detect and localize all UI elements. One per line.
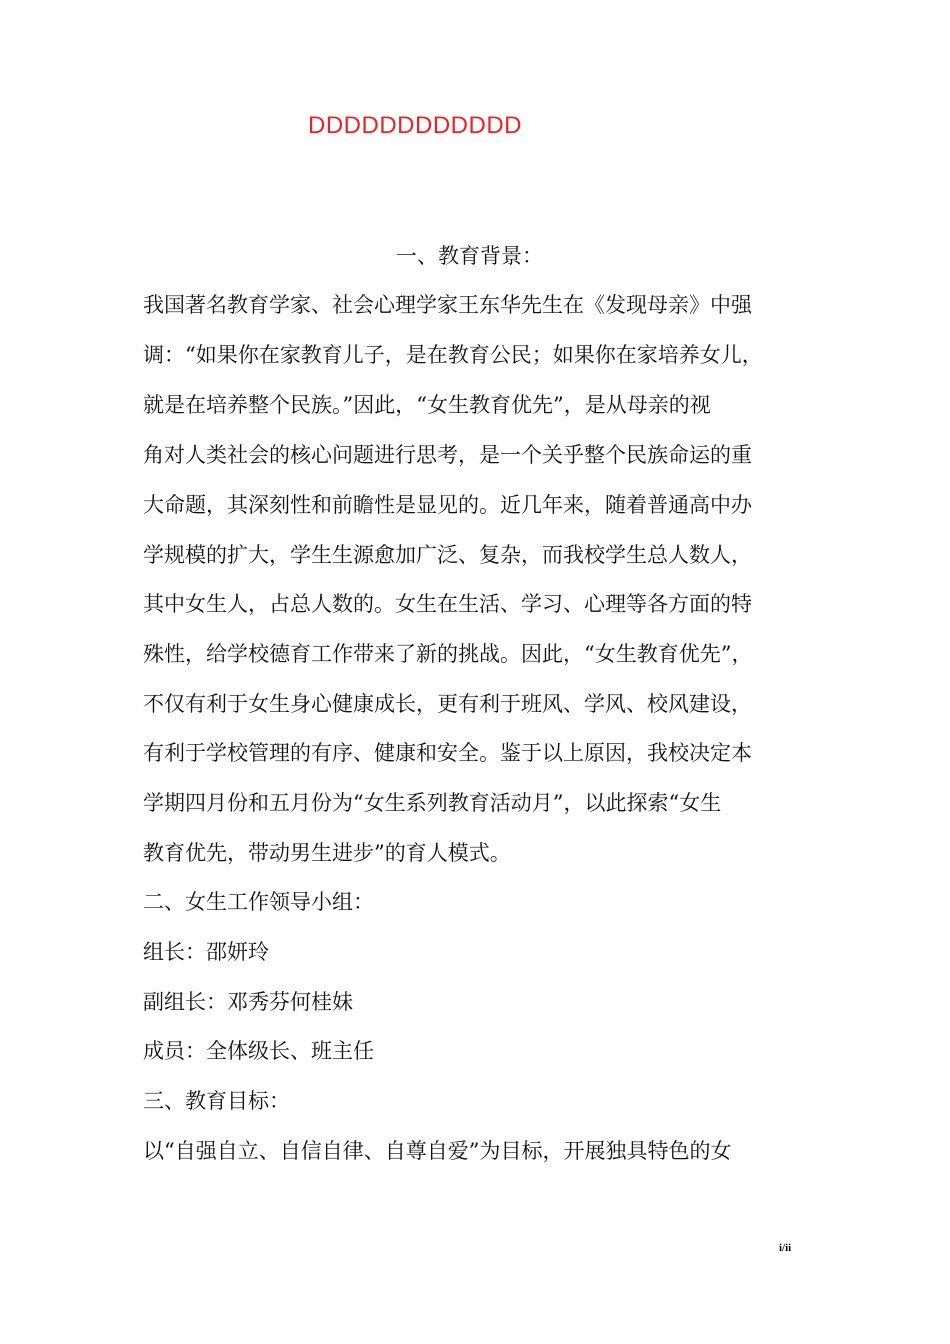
section-heading-education-background: 一、教育背景：: [396, 244, 543, 268]
paragraph-line: 就是在培养整个民族。”因此，“女生教育优先”，是从母亲的视: [143, 393, 711, 417]
paragraph-line: 不仅有利于女生身心健康成长，更有利于班风、学风、校风建设，: [143, 692, 752, 716]
paragraph-line: 学期四月份和五月份为“女生系列教育活动月”，以此探索“女生: [143, 791, 722, 815]
deputy-leader-line: 副组长：邓秀芬何桂妹: [143, 990, 353, 1014]
paragraph-line: 以“自强自立、自信自律、自尊自爱”为目标，开展独具特色的女: [143, 1139, 732, 1163]
paragraph-line: 其中女生人，占总人数的。女生在生活、学习、心理等各方面的特: [143, 592, 752, 616]
paragraph-line: 调：“如果你在家教育儿子，是在教育公民；如果你在家培养女儿，: [143, 343, 763, 367]
section-heading-leadership-group: 二、女生工作领导小组：: [143, 890, 374, 914]
paragraph-line: 殊性，给学校德育工作带来了新的挑战。因此，“女生教育优先”，: [143, 642, 753, 666]
paragraph-line: 教育优先，带动男生进步”的育人模式。: [143, 841, 511, 865]
paragraph-line: 有利于学校管理的有序、健康和安全。鉴于以上原因，我校决定本: [143, 741, 752, 765]
paragraph-line: 学规模的扩大，学生生源愈加广泛、复杂，而我校学生总人数人，: [143, 543, 752, 567]
paragraph-line: 我国著名教育学家、社会心理学家王东华先生在《发现母亲》中强: [143, 293, 752, 317]
paragraph-line: 角对人类社会的核心问题进行思考，是一个关乎整个民族命运的重: [143, 443, 752, 467]
document-header-title: DDDDDDDDDDDD: [308, 112, 522, 139]
section-heading-education-goals: 三、教育目标：: [143, 1089, 290, 1113]
page-number: i/ii: [779, 1242, 792, 1254]
members-line: 成员：全体级长、班主任: [143, 1039, 374, 1063]
group-leader-line: 组长：邵妍玲: [143, 940, 269, 964]
paragraph-line: 大命题，其深刻性和前瞻性是显见的。近几年来，随着普通高中办: [143, 493, 752, 517]
